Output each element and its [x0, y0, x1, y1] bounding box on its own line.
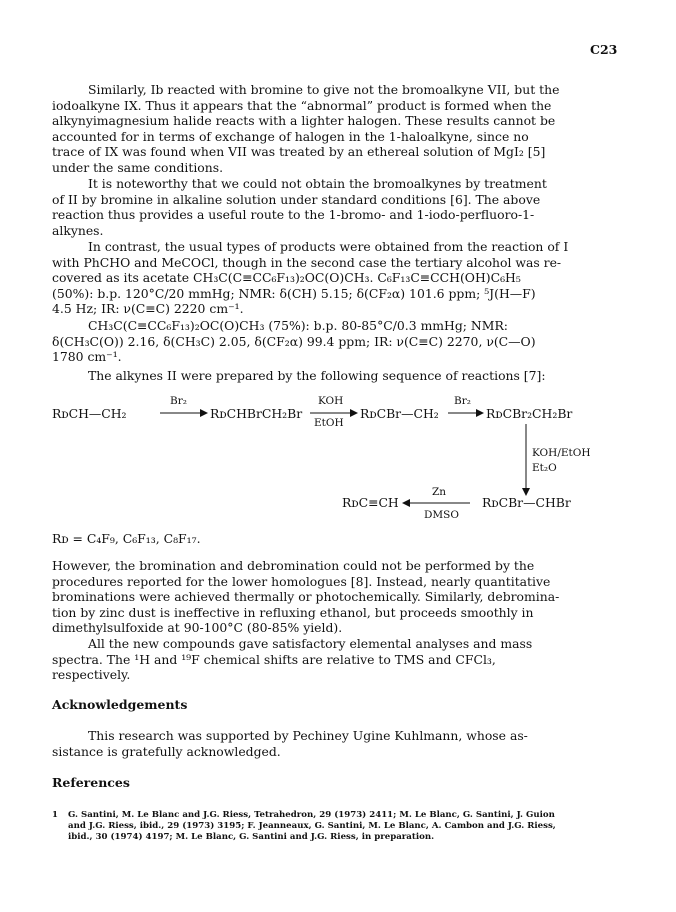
text-line: dimethylsulfoxide at 90-100°C (80-85% yield). [52, 620, 343, 636]
paragraph-3 [52, 239, 624, 317]
text-line: iodoalkyne IX. Thus it appears that the “abnormal” product is formed when the [52, 97, 552, 113]
arrow-head [402, 499, 410, 507]
text-line: alkynyimagnesium halide reacts with a lighter halogen. These results cannot be [52, 113, 556, 129]
text-line: 4.5 Hz; IR: ν(C≡C) 2220 cm⁻¹. [52, 301, 244, 317]
text-line: spectra. The ¹H and ¹⁹F chemical shifts are relative to TMS and CFCl₃, [52, 651, 496, 667]
text-line: δ(CH₃C(O)) 2.16, δ(CH₃C) 2.05, δ(CF₂α) 99.4 ppm; IR: ν(C≡C) 2270, ν(C—O) [52, 333, 536, 349]
page-number: C23 [590, 42, 618, 57]
compound-dibromide: RᴅCHBrCH₂Br [210, 406, 303, 421]
text-line: procedures reported for the lower homologues [8]. Instead, nearly quantitative [52, 573, 551, 589]
reagent-bromine-2: Br₂ [454, 395, 471, 407]
reference-number: 1 [52, 810, 58, 820]
compound-alkyne: RᴅC≡CH [342, 495, 399, 510]
reference-line: ibid., 30 (1974) 4197; M. Le Blanc, G. Santini and J.G. Riess, in preparation. [68, 832, 435, 842]
reaction-scheme [52, 395, 632, 528]
reference-1 [52, 810, 624, 843]
arrow-head [200, 409, 208, 417]
text-line: brominations were achieved thermally or photochemically. Similarly, debromina- [52, 589, 560, 605]
references-heading: References [52, 775, 130, 790]
text-line: All the new compounds gave satisfactory elemental analyses and mass [88, 636, 533, 651]
reference-line: and J.G. Riess, ibid., 29 (1973) 3195; F. Jeanneaux, G. Santini, M. Le Blanc, A. Cambon and J.G. Riess, [68, 821, 556, 831]
text-line: alkynes. [52, 222, 104, 238]
text-line: 1780 cm⁻¹. [52, 349, 122, 365]
reagent-bromine: Br₂ [170, 395, 187, 407]
text-line: CH₃C(C≡CC₆F₁₃)₂OC(O)CH₃ (75%): b.p. 80-85°C/0.3 mmHg; NMR: [88, 318, 508, 333]
text-line: reaction thus provides a useful route to the 1-bromo- and 1-iodo-perfluoro-1- [52, 207, 535, 223]
reagent-et2o: Et₂O [532, 462, 557, 474]
text-line: of II by bromine in alkaline solution under standard conditions [6]. The above [52, 191, 541, 207]
compound-vinyl-bromide: RᴅCBr—CH₂ [360, 406, 439, 421]
text-line: sistance is gratefully acknowledged. [52, 743, 281, 759]
acknowledgements-text [52, 728, 624, 759]
text-line: accounted for in terms of exchange of halogen in the 1-haloalkyne, since no [52, 128, 529, 144]
text-line: tion by zinc dust is ineffective in refluxing ethanol, but proceeds smoothly in [52, 604, 534, 620]
text-line: Rᴅ = C₄F₉, C₆F₁₃, C₈F₁₇. [52, 531, 201, 546]
paragraph-5 [52, 368, 624, 384]
text-line: In contrast, the usual types of products were obtained from the reaction of I [88, 239, 569, 254]
arrow-head [350, 409, 358, 417]
text-line: This research was supported by Pechiney Ugine Kuhlmann, whose as- [88, 728, 528, 743]
paragraph-4 [52, 318, 624, 365]
compound-rf-ethylene: RᴅCH—CH₂ [52, 406, 127, 421]
arrow-head [476, 409, 484, 417]
text-line: respectively. [52, 667, 131, 683]
text-line: (50%): b.p. 120°C/20 mmHg; NMR: δ(CH) 5.15; δ(CF₂α) 101.6 ppm; ⁵J(H—F) [52, 285, 536, 301]
reagent-koh: KOH [318, 395, 344, 407]
rf-definition [52, 531, 624, 547]
paragraph-1 [52, 82, 624, 176]
reagent-etoh: EtOH [314, 417, 344, 429]
reagent-zinc: Zn [432, 486, 447, 498]
compound-tribromide: RᴅCBr₂CH₂Br [486, 406, 573, 421]
text-line: Similarly, Ib reacted with bromine to give not the bromoalkyne VII, but the [88, 82, 560, 97]
text-line: It is noteworthy that we could not obtain the bromoalkynes by treatment [88, 176, 547, 191]
text-line: trace of IX was found when VII was treated by an ethereal solution of MgI₂ [5] [52, 144, 546, 160]
compound-dibromoalkene: RᴅCBr—CHBr [482, 495, 571, 510]
reagent-koh-etoh: KOH/EtOH [532, 447, 591, 459]
text-line: The alkynes II were prepared by the following sequence of reactions [7]: [88, 368, 546, 383]
reagent-dmso: DMSO [424, 509, 459, 521]
text-line: under the same conditions. [52, 159, 224, 175]
paragraph-2 [52, 176, 624, 238]
text-line: However, the bromination and debromination could not be performed by the [52, 558, 535, 573]
text-line: with PhCHO and MeCOCl, though in the second case the tertiary alcohol was re- [52, 254, 562, 270]
text-line: covered as its acetate CH₃C(C≡CC₆F₁₃)₂OC(O)CH₃. C₆F₁₃C≡CCH(OH)C₆H₅ [52, 270, 521, 286]
paragraph-7 [52, 636, 624, 683]
paragraph-6 [52, 558, 624, 636]
acknowledgements-heading: Acknowledgements [52, 697, 188, 712]
reference-line: G. Santini, M. Le Blanc and J.G. Riess, Tetrahedron, 29 (1973) 2411; M. Le Blanc, G. Santini, J. Guion [68, 810, 555, 820]
